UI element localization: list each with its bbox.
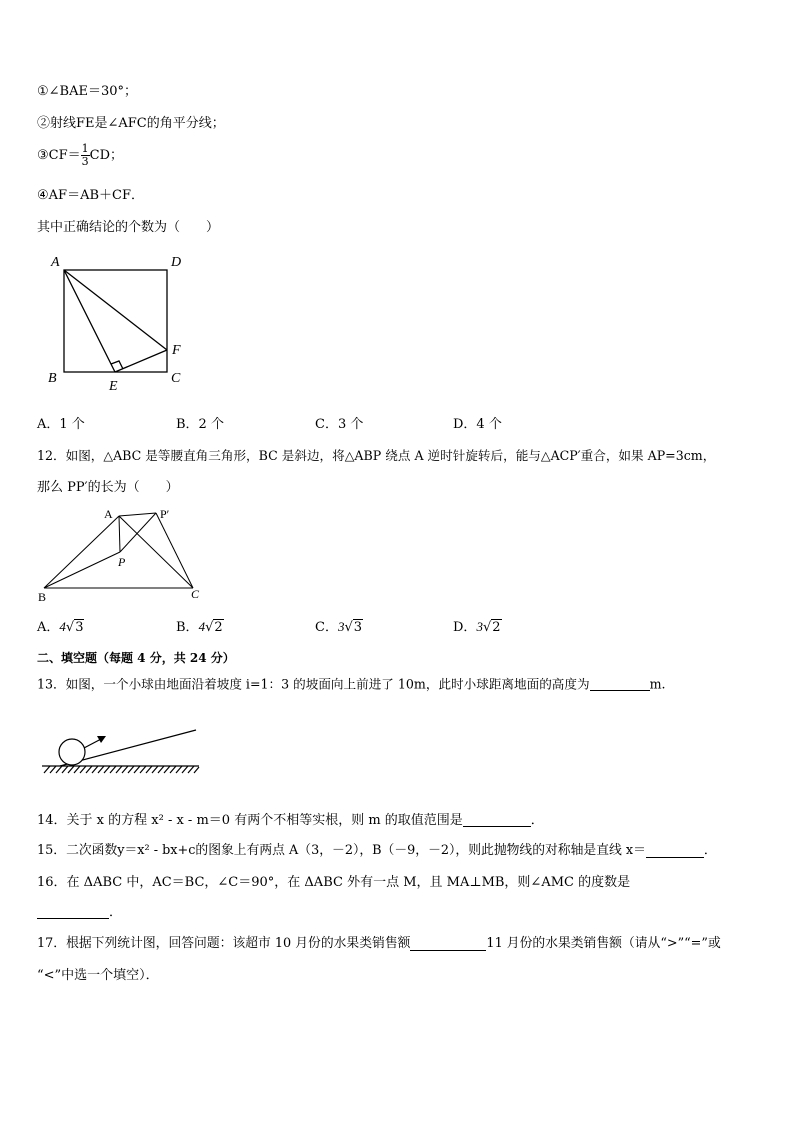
q16-answer-blank[interactable] (37, 906, 109, 919)
q16-line-2 (37, 906, 122, 919)
label-b: B (38, 590, 47, 604)
sqrt-sign: √3 (65, 620, 84, 635)
sqrt-sign: √3 (344, 620, 363, 635)
label-p-prime: P′ (160, 507, 170, 521)
q17-answer-blank[interactable] (410, 938, 486, 951)
q14-text-after: ． (530, 813, 544, 828)
q17-line-1 (37, 938, 721, 951)
arrow-head-icon (97, 736, 106, 743)
q16-line-1: 16．在 ΔABC 中，AC＝BC，∠C＝90°，在 ΔABC 外有一点 M，且 MA⊥MB，则∠AMC 的度数是 (37, 875, 631, 890)
q15-text-before: 15．二次函数y＝x² - bx+c的图象上有两点 A（3，－2），B（－9，－2），则此抛物线的对称轴是直线 x＝ (37, 843, 646, 859)
option-letter: D． (453, 620, 477, 635)
section-2-title: 二、填空题（每题 4 分，共 24 分） (37, 651, 235, 665)
q15-text-after: ． (703, 843, 717, 859)
q11-question: 其中正确结论的个数为（ ） (37, 220, 220, 235)
q11-statement-3-suffix: CD； (89, 148, 123, 164)
ground-hatching (44, 766, 199, 773)
q13-text-before: 13．如图，一个小球由地面沿着坡度 i=1：3 的坡面向上前进了 10m，此时小球距离地面的高度为 (37, 676, 590, 692)
sqrt-sign: √2 (482, 620, 501, 635)
option-coefficient: 3 (476, 619, 483, 634)
option-letter: A． (37, 620, 60, 635)
fraction-numerator: 1 (81, 142, 89, 155)
q13-text-after: m. (649, 676, 666, 692)
label-p: P (118, 555, 126, 569)
option-radicand: 2 (492, 620, 501, 635)
q15-text (37, 845, 717, 858)
q17-line-2: “<”中选一个填空）． (37, 968, 159, 983)
option-radicand: 3 (353, 620, 363, 635)
q11-option-c: C．3 个 (315, 417, 364, 432)
option-coefficient: 3 (337, 619, 345, 634)
q11-statement-4: ④AF＝AB＋CF． (37, 188, 144, 203)
option-coefficient: 4 (59, 619, 66, 634)
q15-answer-blank[interactable] (646, 845, 704, 858)
q11-statement-2: ②射线FE是∠AFC的角平分线； (37, 116, 225, 131)
q14-text-before: 14．关于 x 的方程 x² - x - m＝0 有两个不相等实根，则 m 的取值范围是 (37, 813, 463, 828)
label-c: C (191, 587, 200, 601)
option-radicand: 2 (214, 620, 223, 635)
q11-option-d: D．4 个 (453, 417, 502, 432)
q12-line-2: 那么 PP′的长为（ ） (37, 480, 179, 495)
sqrt-sign: √2 (205, 620, 223, 635)
fraction-denominator: 3 (81, 155, 89, 169)
option-letter: C． (315, 620, 338, 635)
label-c: C (171, 371, 181, 386)
q12-line-1: 12．如图，△ABC 是等腰直角三角形，BC 是斜边，将△ABP 绕点 A 逆时针旋转后，能与△ACP′重合，如果 AP=3cm， (37, 448, 716, 463)
q11-statement-1: ①∠BAE＝30°； (37, 84, 138, 99)
q14-answer-blank[interactable] (463, 814, 531, 827)
label-b: B (48, 371, 57, 386)
q17-text-before: 17．根据下列统计图，回答问题：该超市 10 月份的水果类销售额 (37, 936, 411, 952)
q11-option-a: A．1 个 (37, 417, 85, 432)
label-a: A (51, 255, 60, 270)
label-e: E (109, 379, 118, 394)
option-radicand: 3 (75, 620, 84, 635)
option-coefficient: 4 (198, 619, 206, 634)
q17-text-middle: 11 月份的水果类销售额（请从“>”“=”或 (486, 936, 721, 952)
q16-text-after: ． (109, 905, 123, 920)
q11-option-b: B．2 个 (176, 417, 224, 432)
ball (59, 739, 85, 765)
label-a: A (104, 507, 113, 521)
option-letter: B． (176, 620, 199, 635)
label-d: D (171, 255, 182, 270)
q14-text (37, 814, 544, 827)
q11-statement-3-prefix: ③CF＝ (37, 148, 81, 164)
label-f: F (172, 343, 181, 358)
